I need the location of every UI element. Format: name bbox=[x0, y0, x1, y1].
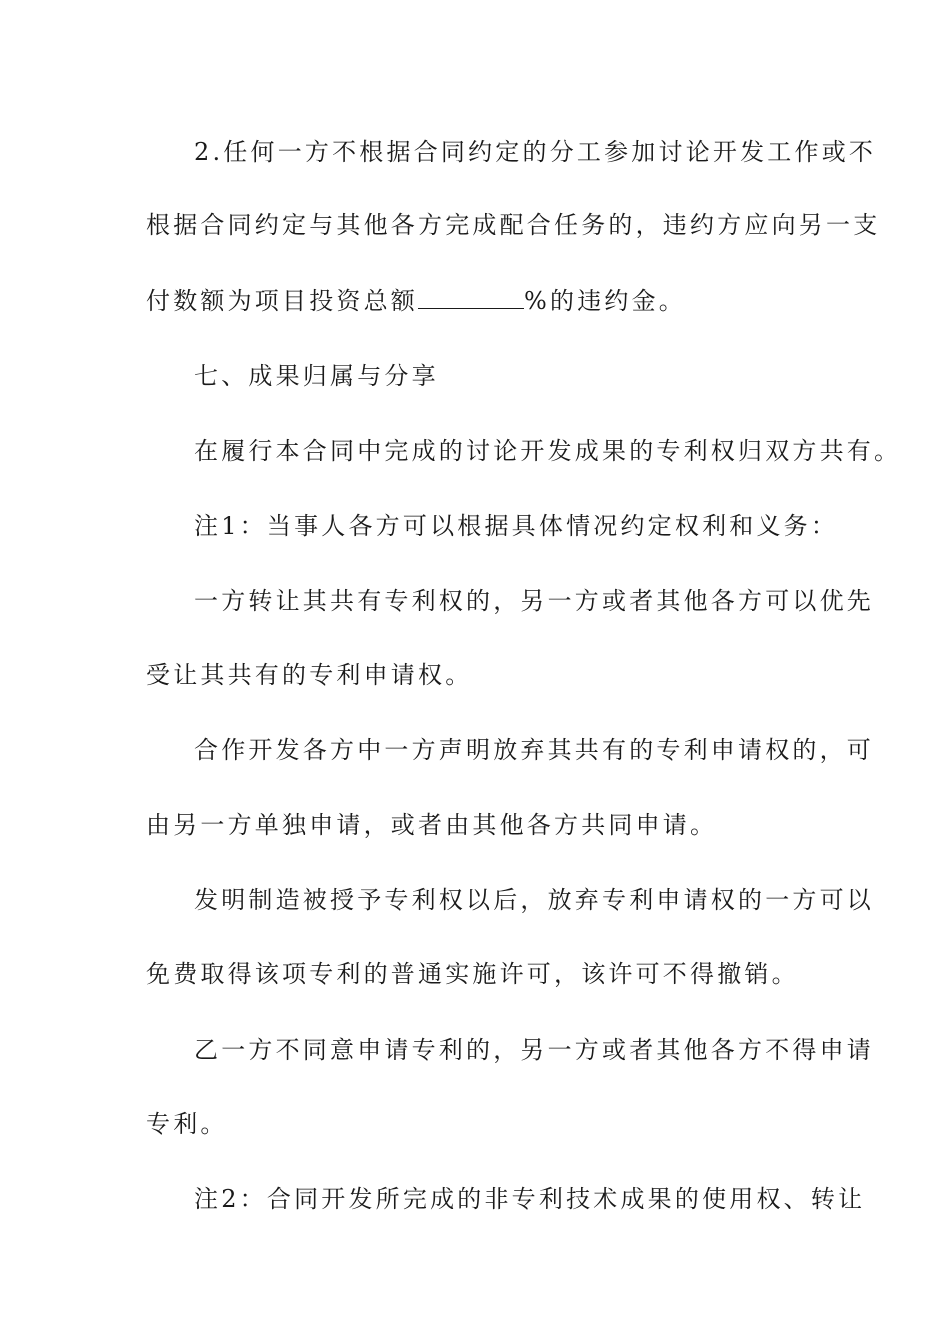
paragraph-line-with-blank bbox=[146, 285, 806, 317]
fill-in-blank bbox=[418, 286, 524, 309]
paragraph-line: 一方转让其共有专利权的，另一方或者其他各方可以优先 bbox=[194, 587, 874, 615]
note-line: 注1：当事人各方可以根据具体情况约定权利和义务： bbox=[194, 512, 839, 540]
paragraph-line: 合作开发各方中一方声明放弃其共有的专利申请权的，可 bbox=[194, 736, 874, 764]
paragraph-line: 免费取得该项专利的普通实施许可，该许可不得撤销。 bbox=[146, 960, 799, 988]
paragraph-line: 根据合同约定与其他各方完成配合任务的，违约方应向另一支 bbox=[146, 211, 881, 239]
section-heading: 七、成果归属与分享 bbox=[194, 362, 439, 390]
text-segment: %的违约金。 bbox=[524, 287, 687, 315]
paragraph-line: 发明制造被授予专利权以后，放弃专利申请权的一方可以 bbox=[194, 886, 874, 914]
paragraph-line: 由另一方单独申请，或者由其他各方共同申请。 bbox=[146, 811, 718, 839]
note-line: 注2：合同开发所完成的非专利技术成果的使用权、转让 bbox=[194, 1185, 866, 1213]
text-segment: 付数额为项目投资总额 bbox=[146, 287, 418, 315]
paragraph-line: 专利。 bbox=[146, 1110, 228, 1138]
paragraph-line: 在履行本合同中完成的讨论开发成果的专利权归双方共有。 bbox=[194, 437, 902, 465]
paragraph-line: 受让其共有的专利申请权。 bbox=[146, 661, 473, 689]
paragraph-line: 乙一方不同意申请专利的，另一方或者其他各方不得申请 bbox=[194, 1036, 874, 1064]
paragraph-line: 2.任何一方不根据合同约定的分工参加讨论开发工作或不 bbox=[194, 138, 877, 166]
